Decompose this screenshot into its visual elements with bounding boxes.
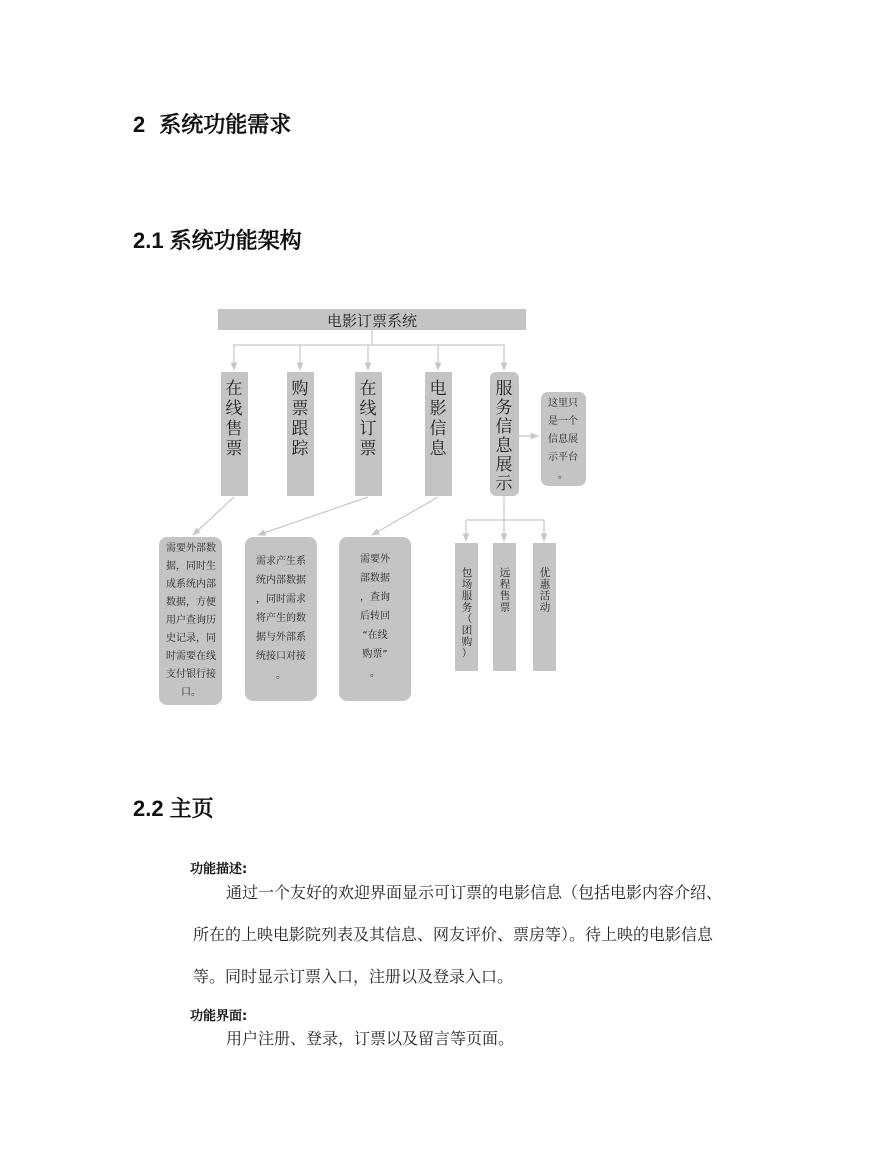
section-2-2-heading — [133, 792, 214, 823]
service-item-label-char: 包 — [461, 567, 473, 579]
module-note — [339, 537, 411, 701]
service-item-label-char: 远 — [499, 567, 511, 579]
module-note-line: 据，同时生 — [166, 561, 216, 572]
module-label-char: 线 — [359, 399, 377, 419]
module-label-char: 息 — [495, 436, 513, 456]
module-note-line: 用户查询历 — [166, 615, 216, 626]
service-item — [455, 543, 478, 671]
service-note — [541, 392, 586, 486]
module-label-char: 展 — [495, 455, 513, 475]
service-item-label-char: 活 — [539, 590, 551, 602]
service-item-label-char: 优 — [539, 567, 551, 579]
module-note-line: 后转回 — [360, 611, 390, 622]
module-label-char: 线 — [225, 399, 243, 419]
function-ui-label: 功能界面: — [190, 1009, 248, 1024]
module-note-line: 需求产生系 — [256, 556, 306, 567]
module-note-line: ，查询 — [360, 592, 390, 603]
module-label-char: 跟 — [291, 419, 309, 439]
service-item-label-char: 团 — [461, 624, 473, 637]
service-item-label-char: 动 — [539, 601, 551, 614]
module-node — [490, 372, 519, 496]
service-item-label-char: （ — [461, 613, 473, 625]
module-label-char: 务 — [495, 398, 513, 418]
description-line-3: 等。同时显示订票入口，注册以及登录入口。 — [193, 967, 514, 986]
module-label-char: 票 — [359, 439, 377, 459]
section-title: 系统功能架构 — [169, 228, 302, 253]
root-node — [218, 309, 526, 330]
service-item-label-char: 惠 — [539, 578, 551, 591]
note-arrow — [372, 497, 438, 535]
service-item-label-char: ） — [461, 647, 473, 660]
service-note-line: 这里只 — [548, 398, 578, 409]
module-note-line: 。 — [276, 670, 286, 681]
service-note-line: 。 — [558, 470, 568, 481]
module-note-line: “在线 — [362, 630, 388, 641]
module-note-line: 时需要在线 — [166, 651, 216, 662]
module-node — [287, 372, 314, 496]
module-note-line: 口。 — [181, 687, 201, 698]
module-label-char: 息 — [429, 439, 447, 459]
section-title: 主页 — [169, 796, 214, 821]
service-item — [533, 543, 556, 671]
module-note — [245, 537, 317, 701]
module-note-line: 将产生的数 — [256, 613, 306, 624]
module-note-line: 史记录，同 — [166, 633, 216, 644]
module-label-char: 影 — [429, 399, 447, 419]
module-note-line: 需要外 — [360, 554, 390, 565]
service-item-label-char: 务 — [461, 601, 473, 614]
module-label-char: 服 — [495, 379, 513, 399]
module-label-char: 在 — [225, 379, 243, 399]
section-number: 2 — [133, 112, 146, 137]
service-note-line: 信息展 — [548, 434, 578, 445]
module-note-line: 统内部数据 — [256, 575, 306, 586]
module-label-char: 示 — [495, 474, 513, 494]
module-label-char: 信 — [495, 417, 513, 437]
module-node — [425, 372, 452, 496]
service-item-label-char: 程 — [499, 578, 511, 591]
module-label-char: 购 — [291, 379, 309, 399]
section-number: 2.2 — [133, 796, 164, 821]
module-note-line: 成系统内部 — [166, 579, 216, 590]
module-node — [221, 372, 248, 496]
service-item-label-char: 购 — [461, 636, 473, 648]
section-title: 系统功能需求 — [159, 112, 292, 137]
module-label-char: 信 — [429, 419, 447, 439]
module-label-char: 售 — [225, 419, 243, 439]
module-note-line: 据与外部系 — [256, 632, 306, 643]
service-item-label-char: 票 — [499, 601, 511, 614]
service-item-label-char: 场 — [461, 578, 473, 591]
service-note-line: 示平台 — [548, 452, 578, 463]
description-line-2: 所在的上映电影院列表及其信息、网友评价、票房等）。待上映的电影信息 — [193, 925, 714, 944]
module-note-line: 购票” — [362, 649, 388, 660]
function-description-label: 功能描述: — [190, 862, 248, 877]
module-note-line: 需要外部数 — [166, 543, 216, 554]
note-arrow — [258, 497, 368, 535]
section-number: 2.1 — [133, 228, 164, 253]
note-arrow — [193, 497, 234, 535]
module-label-char: 订 — [359, 419, 377, 439]
module-node — [355, 372, 382, 496]
service-item-label-char: 售 — [499, 590, 511, 602]
ui-description-line: 用户注册、登录，订票以及留言等页面。 — [226, 1029, 515, 1048]
module-label-char: 踪 — [291, 439, 309, 459]
module-label-char: 在 — [359, 379, 377, 399]
module-note-line: 统接口对接 — [256, 651, 306, 662]
module-label-char: 票 — [225, 439, 243, 459]
description-line-1: 通过一个友好的欢迎界面显示可订票的电影信息（包括电影内容介绍、 — [226, 883, 723, 902]
service-note-line: 是一个 — [548, 416, 578, 427]
module-note-line: 。 — [370, 668, 380, 679]
service-item — [493, 543, 516, 671]
service-item-label-char: 服 — [461, 590, 473, 602]
root-label: 电影订票系统 — [326, 312, 418, 330]
module-note-line: 部数据 — [360, 573, 390, 584]
module-note-line: 数据，方便 — [166, 597, 216, 608]
module-note-line: 支付银行接 — [166, 669, 216, 680]
module-note-line: ，同时需求 — [256, 594, 306, 605]
module-label-char: 电 — [429, 379, 447, 399]
module-label-char: 票 — [291, 399, 309, 419]
module-note — [159, 537, 222, 705]
